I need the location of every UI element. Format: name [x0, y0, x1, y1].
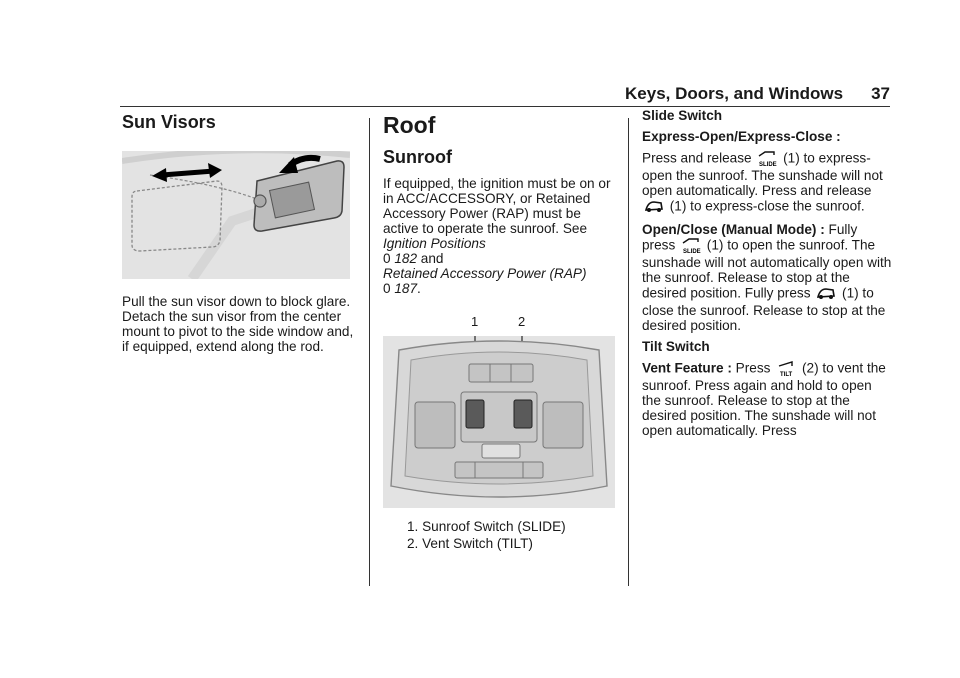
sun-visors-heading: Sun Visors: [122, 112, 216, 132]
sunroof-slide-open-icon: [757, 150, 777, 168]
switch-list: [383, 518, 615, 552]
tilt-switch-heading: Tilt Switch: [642, 339, 710, 354]
express-text-a: Press and release: [642, 150, 756, 166]
header-title: Keys, Doors, and Windows: [625, 84, 844, 103]
svg-text:SLIDE: SLIDE: [759, 162, 778, 168]
callout-2: 2: [518, 314, 526, 329]
ref1-page[interactable]: 182: [394, 251, 418, 266]
sun-visors-column: [122, 112, 354, 354]
page-number: 37: [871, 84, 890, 103]
svg-text:TILT: TILT: [780, 372, 793, 378]
slide-switch-heading: Slide Switch: [642, 108, 723, 123]
sunroof-close-icon: [816, 285, 836, 303]
manual-paragraph: [642, 222, 892, 333]
column-divider-2: [628, 118, 629, 586]
vent-label: Vent Feature :: [642, 360, 732, 376]
express-label: Express-Open/Express-Close :: [642, 129, 841, 144]
vent-text-a: Press: [731, 360, 775, 376]
ref-retained-accessory-power[interactable]: Retained Accessory Power (RAP): [383, 266, 587, 281]
roof-heading: Roof: [383, 112, 436, 138]
period: .: [417, 281, 421, 296]
list-item: 2. Vent Switch (TILT): [407, 536, 533, 551]
sunroof-slide-open-icon: [681, 237, 701, 255]
list-item: 1. Sunroof Switch (SLIDE): [407, 519, 566, 534]
switch-instructions-column: [642, 108, 892, 444]
sunroof-intro: [383, 176, 615, 296]
ref1-arrow: 0: [383, 251, 391, 266]
manual-text-b: (1) to open the sunroof. The sunshade will not automatically open with the sunroof. Release to stop at the desired position. Fully press: [642, 237, 892, 301]
sunroof-console-drawing: [383, 336, 615, 508]
svg-text:SLIDE: SLIDE: [683, 249, 701, 255]
express-text-c: (1) to express-close the sunroof.: [666, 198, 865, 214]
ref2-arrow: 0: [383, 281, 391, 296]
vent-paragraph: [642, 360, 892, 438]
ref-ignition-positions[interactable]: Ignition Positions: [383, 236, 486, 251]
page-header: [560, 84, 890, 104]
manual-label: Open/Close (Manual Mode) :: [642, 222, 825, 237]
sunroof-tilt-icon: [776, 360, 796, 378]
sunroof-console-illustration: [383, 336, 615, 508]
sunroof-close-icon: [644, 198, 664, 216]
express-text-b: (1) to express-open the sunroof. The sunshade will not open automatically. Press and release: [642, 150, 883, 198]
column-divider-1: [369, 118, 370, 586]
sunroof-heading: Sunroof: [383, 147, 452, 167]
express-paragraph: [642, 150, 892, 216]
sunroof-intro-text: If equipped, the ignition must be on or in ACC/ACCESSORY, or Retained Accessory Power (RAP) must be active to operate the sunroof. See: [383, 176, 611, 236]
and-text: and: [417, 251, 444, 266]
callout-1: 1: [471, 314, 479, 329]
figure-callouts: [383, 314, 615, 332]
roof-column: [383, 112, 615, 552]
header-rule: [120, 106, 890, 107]
sun-visors-text: Pull the sun visor down to block glare. Detach the sun visor from the center mount to pivot to the side window and, if equipped, extend along the rod.: [122, 294, 354, 354]
manual-text-c: (1) to close the sunroof. Release to stop at the desired position.: [642, 285, 886, 333]
sun-visor-drawing: [122, 151, 350, 279]
sun-visor-illustration: [122, 151, 350, 279]
ref2-page[interactable]: 187: [394, 281, 418, 296]
manual-text-a: Fully press: [642, 222, 858, 253]
vent-text-b: (2) to vent the sunroof. Press again and hold to open the sunroof. Release to stop at the desired position. The sunshade will not open automatically. Press: [642, 360, 886, 438]
